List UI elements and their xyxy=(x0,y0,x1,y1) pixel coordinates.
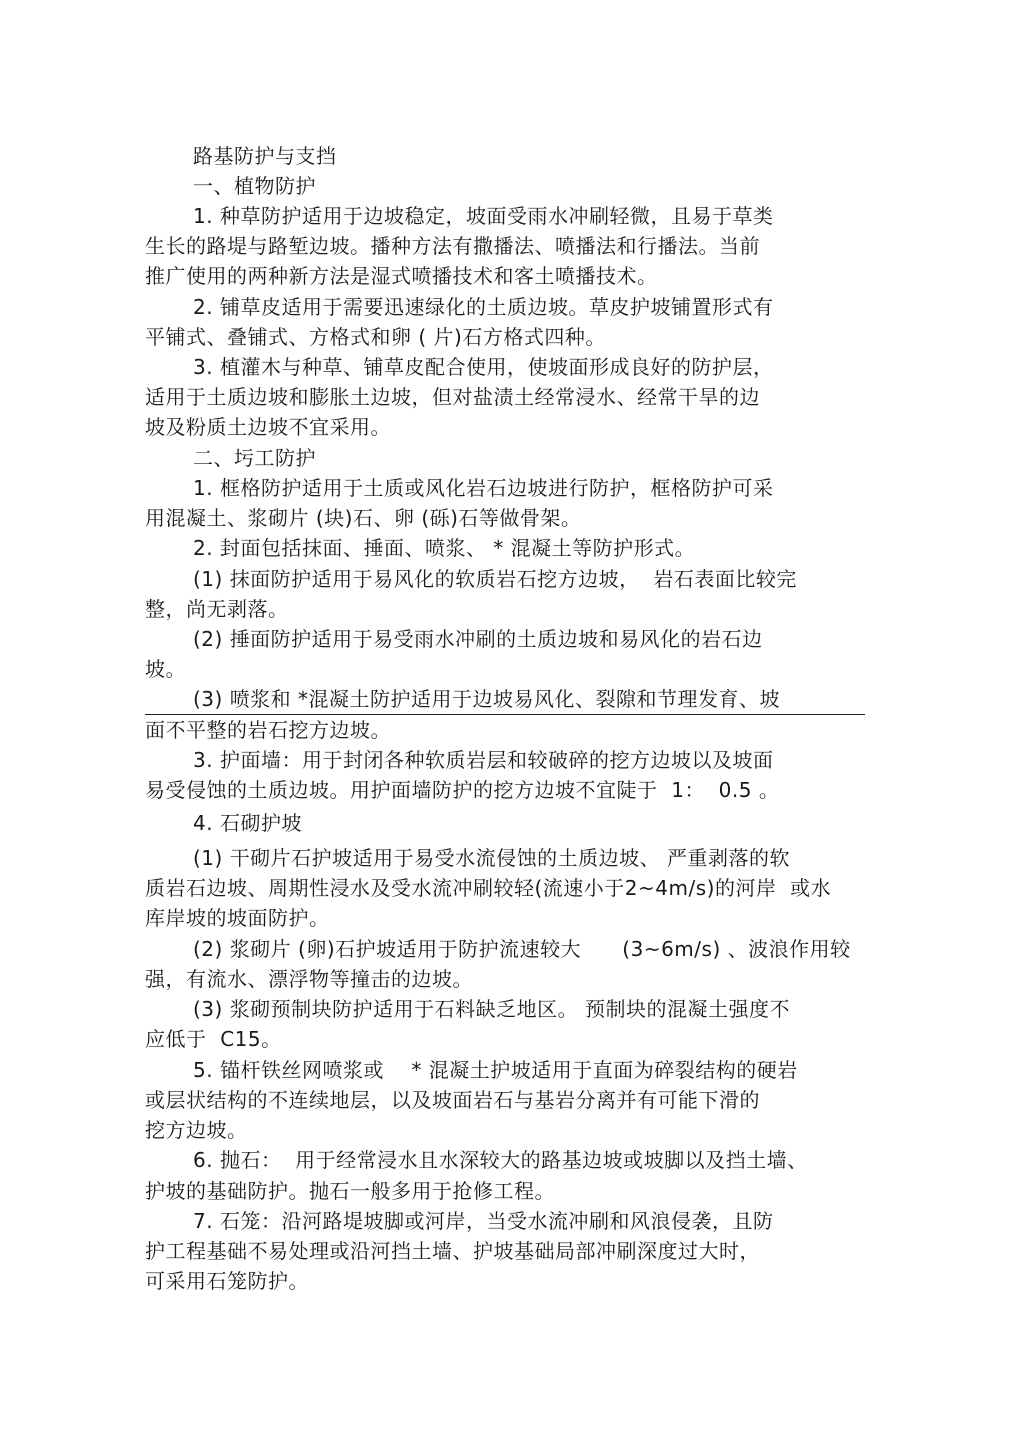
horizontal-rule xyxy=(145,714,865,715)
paragraph-line: 3. 护面墙：用于封闭各种软质岩层和较破碎的挖方边坡以及坡面 xyxy=(193,748,774,772)
paragraph-line: 6. 抛石： 用于经常浸水且水深较大的路基边坡或坡脚以及挡土墙、 xyxy=(193,1148,808,1172)
paragraph-line: 护工程基础不易处理或沿河挡土墙、护坡基础局部冲刷深度过大时， xyxy=(145,1239,760,1263)
paragraph-line: 2. 封面包括抹面、捶面、喷浆、 * 混凝土等防护形式。 xyxy=(193,536,696,560)
paragraph-line: 生长的路堤与路堑边坡。播种方法有撒播法、喷播法和行播法。当前 xyxy=(145,234,760,258)
section-heading: 4. 石砌护坡 xyxy=(193,811,302,835)
paragraph-line: 适用于土质边坡和膨胀土边坡，但对盐渍土经常浸水、经常干旱的边 xyxy=(145,385,760,409)
paragraph-line: 平铺式、叠铺式、方格式和卵 ( 片)石方格式四种。 xyxy=(145,325,606,349)
paragraph-line: 7. 石笼：沿河路堤坡脚或河岸，当受水流冲刷和风浪侵袭，且防 xyxy=(193,1209,774,1233)
paragraph-line: 2. 铺草皮适用于需要迅速绿化的土质边坡。草皮护坡铺置形式有 xyxy=(193,295,774,319)
paragraph-line: (1) 抹面防护适用于易风化的软质岩石挖方边坡， 岩石表面比较完 xyxy=(193,567,797,591)
paragraph-line: (2) 捶面防护适用于易受雨水冲刷的土质边坡和易风化的岩石边 xyxy=(193,627,763,651)
paragraph-line: 整，尚无剥落。 xyxy=(145,597,289,621)
paragraph-line: 或层状结构的不连续地层，以及坡面岩石与基岩分离并有可能下滑的 xyxy=(145,1088,760,1112)
paragraph-line: (3) 喷浆和 *混凝土防护适用于边坡易风化、裂隙和节理发育、坡 xyxy=(193,687,781,711)
document-title: 路基防护与支挡 xyxy=(193,144,337,168)
paragraph-line: (2) 浆砌片 (卵)石护坡适用于防护流速较大 (3~6m/s) 、波浪作用较 xyxy=(193,937,851,961)
paragraph-line: 推广使用的两种新方法是湿式喷播技术和客土喷播技术。 xyxy=(145,264,658,288)
paragraph-line: 1. 种草防护适用于边坡稳定，坡面受雨水冲刷轻微，且易于草类 xyxy=(193,204,774,228)
paragraph-line: 用混凝土、浆砌片 (块)石、卵 (砾)石等做骨架。 xyxy=(145,506,582,530)
paragraph-line: (1) 干砌片石护坡适用于易受水流侵蚀的土质边坡、 严重剥落的软 xyxy=(193,846,791,870)
paragraph-line: 易受侵蚀的土质边坡。用护面墙防护的挖方边坡不宜陡于 1： 0.5 。 xyxy=(145,778,780,802)
paragraph-line: 1. 框格防护适用于土质或风化岩石边坡进行防护，框格防护可采 xyxy=(193,476,774,500)
paragraph-line: 5. 锚杆铁丝网喷浆或 * 混凝土护坡适用于直面为碎裂结构的硬岩 xyxy=(193,1058,798,1082)
paragraph-line: (3) 浆砌预制块防护适用于石料缺乏地区。 预制块的混凝土强度不 xyxy=(193,997,791,1021)
paragraph-line: 质岩石边坡、周期性浸水及受水流冲刷较轻(流速小于2~4m/s)的河岸 或水 xyxy=(145,876,832,900)
paragraph-line: 强，有流水、漂浮物等撞击的边坡。 xyxy=(145,967,473,991)
section-heading: 二、圬工防护 xyxy=(193,446,316,470)
paragraph-line: 3. 植灌木与种草、铺草皮配合使用，使坡面形成良好的防护层， xyxy=(193,355,774,379)
paragraph-line: 坡及粉质土边坡不宜采用。 xyxy=(145,415,391,439)
paragraph-line: 坡。 xyxy=(145,657,186,681)
section-heading: 一、植物防护 xyxy=(193,174,316,198)
paragraph-line: 护坡的基础防护。抛石一般多用于抢修工程。 xyxy=(145,1179,555,1203)
paragraph-line: 面不平整的岩石挖方边坡。 xyxy=(145,718,391,742)
paragraph-line: 应低于 C15。 xyxy=(145,1027,282,1051)
paragraph-line: 库岸坡的坡面防护。 xyxy=(145,906,330,930)
paragraph-line: 挖方边坡。 xyxy=(145,1118,248,1142)
paragraph-line: 可采用石笼防护。 xyxy=(145,1269,309,1293)
